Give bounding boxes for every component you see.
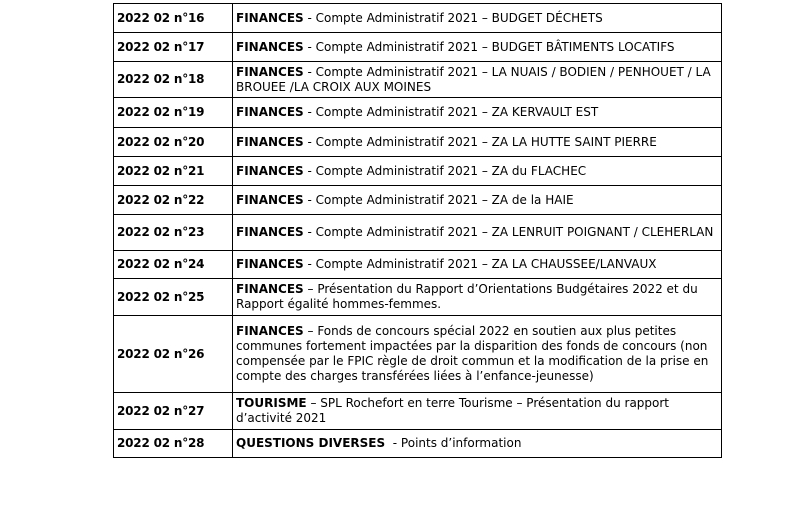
item-description bbox=[233, 128, 722, 157]
item-category: FINANCES bbox=[236, 64, 304, 79]
table-row bbox=[114, 279, 722, 316]
item-number: 2022 02 n°22 bbox=[114, 186, 233, 215]
table-row bbox=[114, 215, 722, 251]
item-number: 2022 02 n°24 bbox=[114, 251, 233, 279]
item-text: - Compte Administratif 2021 – ZA LENRUIT POIGNANT / CLEHERLAN bbox=[303, 225, 714, 239]
item-text: - Compte Administratif 2021 – ZA KERVAULT EST bbox=[303, 105, 599, 119]
item-number: 2022 02 n°20 bbox=[114, 128, 233, 157]
item-category: FINANCES bbox=[236, 10, 304, 25]
table-row bbox=[114, 128, 722, 157]
item-category: QUESTIONS DIVERSES bbox=[236, 436, 386, 450]
item-description bbox=[233, 316, 722, 393]
item-text: - Compte Administratif 2021 – ZA LA HUTTE SAINT PIERRE bbox=[303, 134, 657, 149]
item-category: FINANCES bbox=[236, 105, 304, 119]
item-description bbox=[233, 279, 722, 316]
item-description bbox=[233, 215, 722, 251]
table-row bbox=[114, 251, 722, 279]
item-text: - Compte Administratif 2021 – LA NUAIS / BODIEN / PENHOUET / LA BROUEE /LA CROIX AUX MOINES bbox=[236, 64, 711, 94]
item-text: - Points d’information bbox=[385, 436, 522, 450]
item-number: 2022 02 n°23 bbox=[114, 215, 233, 251]
item-number: 2022 02 n°27 bbox=[114, 393, 233, 430]
item-category: FINANCES bbox=[236, 257, 304, 271]
table-row bbox=[114, 4, 722, 33]
table-row bbox=[114, 393, 722, 430]
table-row bbox=[114, 430, 722, 458]
item-category: FINANCES bbox=[236, 324, 304, 338]
item-number: 2022 02 n°19 bbox=[114, 98, 233, 128]
item-category: FINANCES bbox=[236, 282, 304, 296]
item-description bbox=[233, 62, 722, 98]
item-description bbox=[233, 251, 722, 279]
item-category: TOURISME bbox=[236, 396, 307, 410]
item-category: FINANCES bbox=[236, 134, 304, 149]
table-row bbox=[114, 186, 722, 215]
item-number: 2022 02 n°18 bbox=[114, 62, 233, 98]
item-description bbox=[233, 98, 722, 128]
item-description bbox=[233, 33, 722, 62]
item-text: – Présentation du Rapport d’Orientations Budgétaires 2022 et du Rapport égalité hommes-femmes. bbox=[236, 282, 698, 311]
table-row bbox=[114, 157, 722, 186]
agenda-table bbox=[113, 3, 722, 458]
item-category: FINANCES bbox=[236, 192, 304, 207]
item-description bbox=[233, 4, 722, 33]
item-text: - Compte Administratif 2021 – BUDGET BÂTIMENTS LOCATIFS bbox=[303, 39, 675, 54]
item-number: 2022 02 n°17 bbox=[114, 33, 233, 62]
item-text: - Compte Administratif 2021 – ZA de la HAIE bbox=[303, 192, 574, 207]
item-number: 2022 02 n°28 bbox=[114, 430, 233, 458]
item-number: 2022 02 n°25 bbox=[114, 279, 233, 316]
item-description bbox=[233, 430, 722, 458]
item-description bbox=[233, 393, 722, 430]
item-category: FINANCES bbox=[236, 163, 304, 178]
item-category: FINANCES bbox=[236, 225, 304, 239]
item-text: - Compte Administratif 2021 – ZA du FLACHEC bbox=[303, 163, 587, 178]
table-row bbox=[114, 62, 722, 98]
table-row bbox=[114, 98, 722, 128]
item-text: – Fonds de concours spécial 2022 en soutien aux plus petites communes fortement impactées par la disparition des fonds de concours (non compensée par le FPIC règle de droit commun et la modification de la prise en compte des charges transférées liées à l’enfance-jeunesse) bbox=[236, 324, 709, 383]
item-text: - Compte Administratif 2021 – BUDGET DÉCHETS bbox=[303, 10, 603, 25]
item-text: - Compte Administratif 2021 – ZA LA CHAUSSEE/LANVAUX bbox=[303, 257, 657, 271]
item-text: – SPL Rochefort en terre Tourisme – Présentation du rapport d’activité 2021 bbox=[236, 396, 670, 425]
table-row bbox=[114, 316, 722, 393]
item-description bbox=[233, 186, 722, 215]
table-row bbox=[114, 33, 722, 62]
item-number: 2022 02 n°26 bbox=[114, 316, 233, 393]
item-category: FINANCES bbox=[236, 39, 304, 54]
item-number: 2022 02 n°16 bbox=[114, 4, 233, 33]
item-number: 2022 02 n°21 bbox=[114, 157, 233, 186]
item-description bbox=[233, 157, 722, 186]
